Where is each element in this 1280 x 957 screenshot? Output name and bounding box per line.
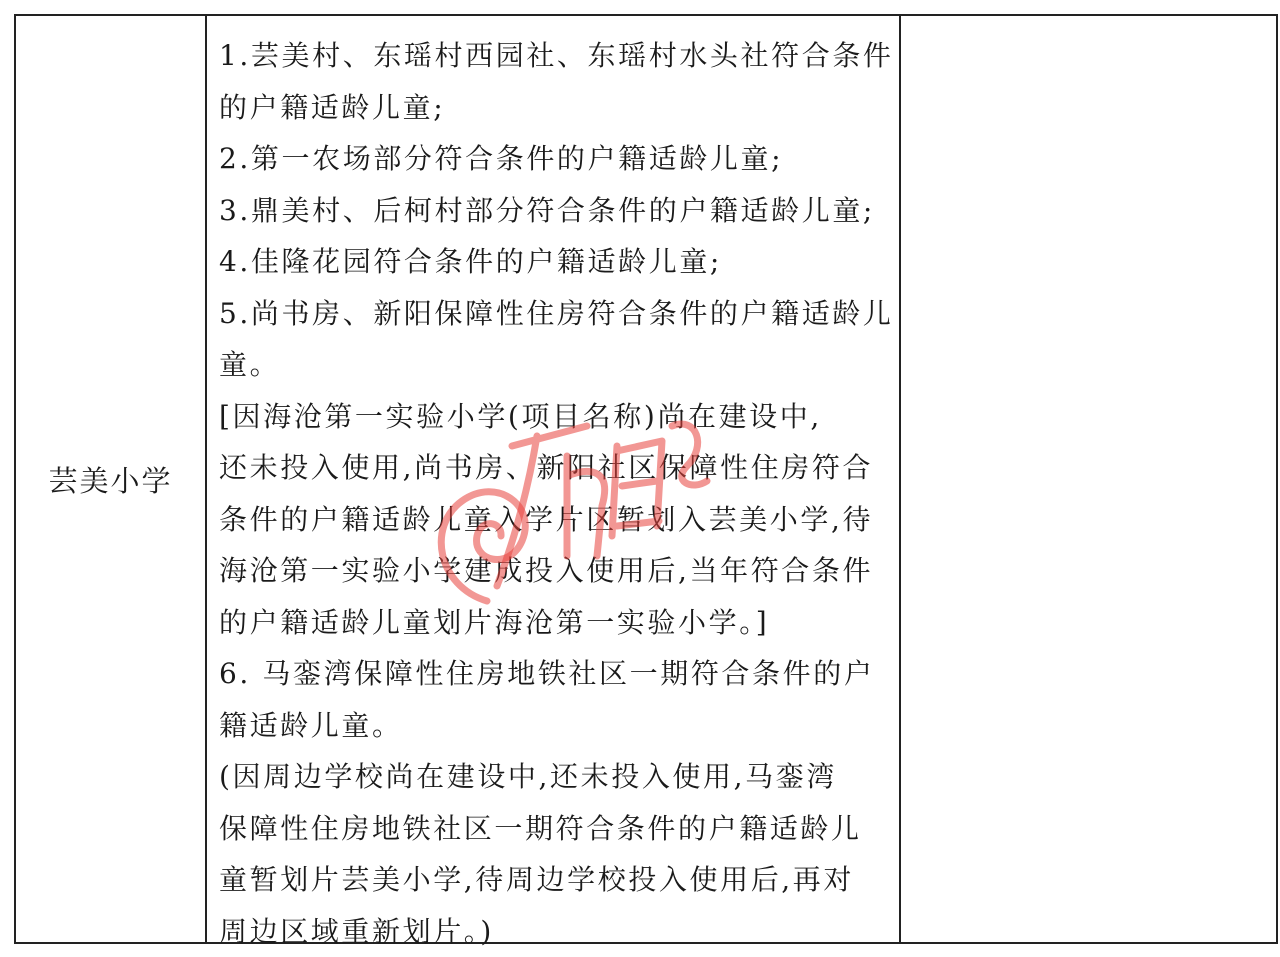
enrollment-table	[14, 14, 1278, 944]
range-line: 童暂划片芸美小学,待周边学校投入使用后,再对	[219, 854, 889, 906]
notes-cell	[901, 16, 1276, 942]
range-line: 4.佳隆花园符合条件的户籍适龄儿童;	[219, 236, 889, 288]
range-line: 1.芸美村、东瑶村西园社、东瑶村水头社符合条件	[219, 30, 889, 82]
range-line: 还未投入使用,尚书房、新阳社区保障性住房符合	[219, 442, 889, 494]
school-name: 芸美小学	[48, 459, 172, 500]
range-line: 2.第一农场部分符合条件的户籍适龄儿童;	[219, 133, 889, 185]
range-line: 3.鼎美村、后柯村部分符合条件的户籍适龄儿童;	[219, 185, 889, 237]
school-cell	[16, 16, 207, 942]
range-line: 条件的户籍适龄儿童入学片区暂划入芸美小学,待	[219, 494, 889, 546]
range-line: 海沧第一实验小学建成投入使用后,当年符合条件	[219, 545, 889, 597]
range-line: 周边区域重新划片。)	[219, 906, 889, 957]
range-line: 5.尚书房、新阳保障性住房符合条件的户籍适龄儿	[219, 288, 889, 340]
range-line: 的户籍适龄儿童;	[219, 82, 889, 134]
range-line: 籍适龄儿童。	[219, 700, 889, 752]
enrollment-range-cell	[207, 16, 901, 942]
range-line: 的户籍适龄儿童划片海沧第一实验小学。]	[219, 597, 889, 649]
range-line: 6. 马銮湾保障性住房地铁社区一期符合条件的户	[219, 648, 889, 700]
range-line: [因海沧第一实验小学(项目名称)尚在建设中,	[219, 391, 889, 443]
range-line: (因周边学校尚在建设中,还未投入使用,马銮湾	[219, 751, 889, 803]
range-line: 保障性住房地铁社区一期符合条件的户籍适龄儿	[219, 803, 889, 855]
range-line: 童。	[219, 339, 889, 391]
